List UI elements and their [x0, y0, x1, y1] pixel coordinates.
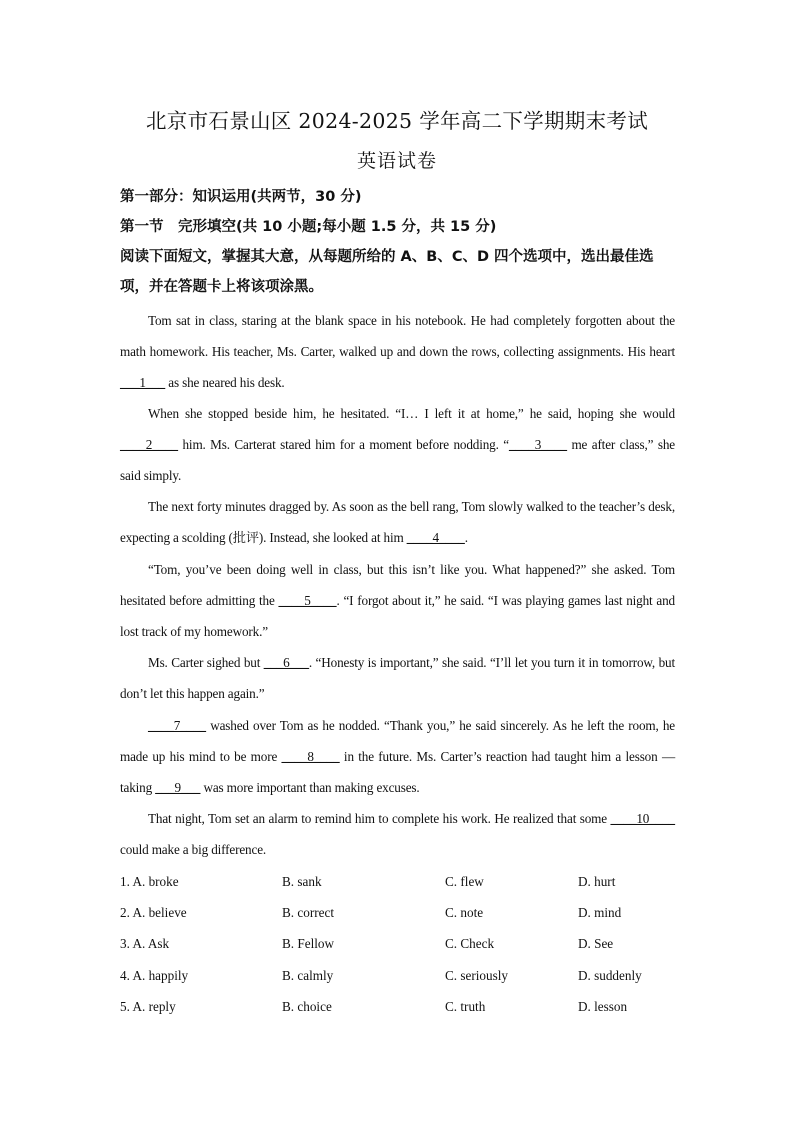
- passage-paragraph-5: Ms. Carter sighed but ___6___. “Honesty is important,” she said. “I’ll let you turn it in tomorrow, but don’t let this happen again.”: [120, 655, 676, 702]
- option-1b: B. sank: [282, 874, 322, 889]
- option-4c: C. seriously: [445, 967, 509, 983]
- option-row-2: [120, 897, 680, 928]
- blank-8: ____8____: [281, 749, 340, 765]
- blank-7: ____7____: [148, 718, 206, 733]
- answer-options: [120, 866, 680, 1022]
- option-row-1: [120, 866, 680, 897]
- instructions: 阅读下面短文，掌握其大意，从每题所给的 A、B、C、D 四个选项中，选出最佳选项，并在答题卡上将该项涂黑。: [120, 249, 654, 295]
- section-heading: 第一节 完形填空(共 10 小题;每小题 1.5 分，共 15 分): [120, 219, 497, 235]
- option-1a: 1. A. broke: [120, 874, 179, 889]
- option-4b: B. calmly: [282, 967, 334, 983]
- option-5d: D. lesson: [578, 998, 628, 1014]
- blank-5: ____5____: [278, 593, 337, 609]
- passage-paragraph-1: Tom sat in class, staring at the blank space in his notebook. He had completely forgotten about the math homework. His teacher, Ms. Carter, walked up and down the rows, collecting assignments. His heart ___1___ as she neared his desk.: [120, 313, 675, 391]
- blank-6: ___6___: [263, 655, 309, 670]
- option-3c: C. Check: [445, 936, 495, 952]
- exam-subtitle: 英语试卷: [356, 150, 437, 172]
- passage-paragraph-6: ____7____ washed over Tom as he nodded. “Thank you,” he said sincerely. As he left the room, he made up his mind to be more ____8____ in the future. Ms. Carter’s reaction had taught him a lesson — taking ___9___ was more important than making excuses.: [120, 718, 675, 796]
- blank-3: ____3____: [508, 437, 567, 453]
- option-2d: D. mind: [578, 905, 622, 921]
- option-5c: C. truth: [445, 998, 486, 1014]
- option-1d: D. hurt: [578, 874, 616, 889]
- blank-9: ___9___: [155, 780, 201, 796]
- option-row-4: [120, 960, 680, 991]
- option-3d: D. See: [578, 936, 614, 952]
- option-5b: B. choice: [282, 998, 332, 1014]
- blank-1: ___1___: [120, 375, 166, 391]
- option-1c: C. flew: [445, 874, 484, 889]
- passage-paragraph-2: When she stopped beside him, he hesitated. “I… I left it at home,” he said, hoping she would ____2____ him. Ms. Carterat stared him for a moment before nodding. “____3____ me after class,” she said simply.: [120, 406, 675, 484]
- option-2a: 2. A. believe: [120, 905, 187, 921]
- blank-10: ____10____: [610, 811, 675, 826]
- exam-title: 北京市石景山区 2024-2025 学年高二下学期期末考试: [146, 109, 648, 133]
- option-3a: 3. A. Ask: [120, 936, 170, 952]
- option-3b: B. Fellow: [282, 936, 335, 952]
- option-4a: 4. A. happily: [120, 967, 189, 983]
- passage-paragraph-4: “Tom, you’ve been doing well in class, but this isn’t like you. What happened?” she asked. Tom hesitated before admitting the ____5____. “I forgot about it,” he said. “I was playing games last night and lost track of my homework.”: [120, 562, 675, 640]
- passage-paragraph-7: That night, Tom set an alarm to remind him to complete his work. He realized that some ____10____ could make a big difference.: [120, 811, 675, 858]
- option-2b: B. correct: [282, 905, 334, 921]
- part-heading: 第一部分：知识运用(共两节，30 分): [120, 189, 362, 205]
- option-4d: D. suddenly: [578, 967, 642, 983]
- option-2c: C. note: [445, 905, 484, 921]
- option-row-3: [120, 928, 680, 959]
- option-row-5: [120, 991, 680, 1022]
- option-5a: 5. A. reply: [120, 998, 176, 1014]
- blank-2: ____2____: [120, 437, 178, 453]
- passage-paragraph-3: The next forty minutes dragged by. As soon as the bell rang, Tom slowly walked to the teacher’s desk, expecting a scolding (批评). Instead, she looked at him ____4____.: [120, 499, 675, 546]
- blank-4: ____4____: [406, 530, 465, 546]
